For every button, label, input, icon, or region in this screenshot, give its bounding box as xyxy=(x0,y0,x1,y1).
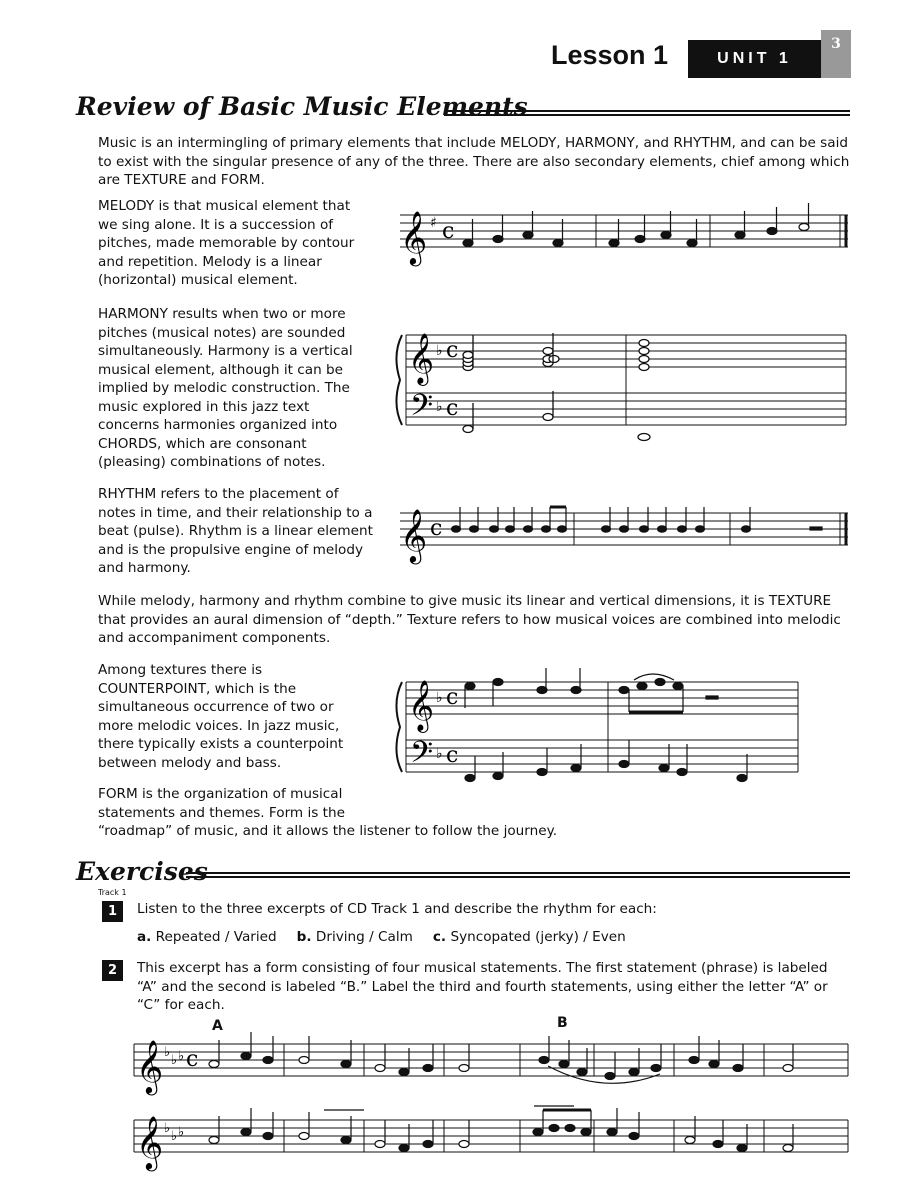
counterpoint-paragraph: Among textures there is COUNTERPOINT, which is the simultaneous occurrence of two or more melodic voices. In jazz music, there typically exists a counterpoint between melody and bass. xyxy=(98,662,344,771)
option-c: c. Syncopated (jerky) / Even xyxy=(432,929,626,945)
form-line-1: FORM is the organization of musical xyxy=(98,786,343,802)
key-flat: ♭ xyxy=(436,343,443,359)
form-line-3: “roadmap” of music, and it allows the listener to follow the journey. xyxy=(98,823,558,839)
unit-badge: UNIT 1 xyxy=(688,40,821,78)
key-flat: ♭ xyxy=(164,1045,171,1060)
form-label-a: A xyxy=(212,1018,223,1034)
key-flat: ♭ xyxy=(436,690,443,706)
time-signature: c xyxy=(442,219,455,244)
section-rule xyxy=(444,110,850,116)
time-signature: c xyxy=(446,338,459,363)
key-flat: ♭ xyxy=(164,1121,171,1136)
exercise-1-text: Listen to the three excerpts of CD Track 1 and describe the rhythm for each: xyxy=(137,901,657,917)
intro-paragraph: Music is an intermingling of primary elements that include MELODY, HARMONY, and RHYTHM, and can be said to exist with the singular presence of any of the three. There are also secondary elements, chief among which are TEXTURE and FORM. xyxy=(98,135,850,188)
melody-staff xyxy=(400,205,850,275)
melody-paragraph: MELODY is that musical element that we sing alone. It is a succession of pitches, made memorable by contour and repetition. Melody is a linear (horizontal) musical element. xyxy=(98,198,355,288)
exercise-2-text: This excerpt has a form consisting of four musical statements. The first statement (phrase) is labeled “A” and the second is labeled “B.” Label the third and fourth statements, using either the letter “A” or “C” for each. xyxy=(137,960,828,1013)
rhythm-staff xyxy=(400,503,850,563)
key-flat: ♭ xyxy=(436,399,443,415)
exercise-1-options xyxy=(137,928,849,947)
treble-clef: 𝄞 xyxy=(136,1115,164,1169)
treble-clef: 𝄞 xyxy=(400,508,428,562)
treble-clef: 𝄞 xyxy=(408,680,435,731)
key-flat: ♭ xyxy=(171,1053,178,1068)
time-signature: c xyxy=(446,396,459,421)
exercise-staff-1 xyxy=(134,1034,850,1094)
bass-clef: 𝄢 xyxy=(410,389,434,430)
time-signature: c xyxy=(446,743,459,768)
exercise-staff-2 xyxy=(134,1110,850,1170)
page-number: 3 xyxy=(821,30,851,78)
treble-clef: 𝄞 xyxy=(136,1039,164,1093)
harmony-paragraph: HARMONY results when two or more pitches (musical notes) are sounded simultaneously. Harmony is a vertical musical element, although it can be implied by melodic construction. The music explored in this jazz text concerns harmonies organized into CHORDS, which are consonant (pleasing) combinations of notes. xyxy=(98,306,353,470)
harmony-grand-staff xyxy=(398,325,850,445)
counterpoint-grand-staff xyxy=(398,672,850,792)
section-title-review: Review of Basic Music Elements xyxy=(76,92,528,121)
form-line-2: statements and themes. Form is the xyxy=(98,804,345,821)
time-signature: c xyxy=(186,1047,199,1072)
key-sharp: ♯ xyxy=(430,215,437,231)
key-flat: ♭ xyxy=(178,1049,185,1064)
form-label-b: B xyxy=(557,1015,568,1031)
section-rule xyxy=(186,872,850,878)
exercise-number-1: 1 xyxy=(102,901,123,922)
lesson-title: Lesson 1 xyxy=(550,40,668,70)
key-flat: ♭ xyxy=(178,1125,185,1140)
key-flat: ♭ xyxy=(171,1129,178,1144)
option-b: b. Driving / Calm xyxy=(296,929,413,945)
treble-clef: 𝄞 xyxy=(408,333,435,384)
texture-paragraph: While melody, harmony and rhythm combine to give music its linear and vertical dimensions, it is TEXTURE that provides an aural dimension of “depth.” Texture refers to how musical voices are combined into melodic and accompaniment components. xyxy=(98,593,841,646)
bass-clef: 𝄢 xyxy=(410,736,434,777)
section-title-exercises: Exercises xyxy=(76,857,208,886)
form-paragraph xyxy=(98,785,850,841)
track-label: Track 1 xyxy=(98,888,127,897)
rhythm-paragraph: RHYTHM refers to the placement of notes in time, and their relationship to a beat (pulse). Rhythm is a linear element and is the propulsive engine of melody and harmony. xyxy=(98,486,373,576)
treble-clef: 𝄞 xyxy=(400,210,428,264)
time-signature: c xyxy=(446,685,459,710)
time-signature: c xyxy=(430,516,443,541)
exercise-number-2: 2 xyxy=(102,960,123,981)
key-flat: ♭ xyxy=(436,746,443,762)
option-a: a. Repeated / Varied xyxy=(137,929,277,945)
